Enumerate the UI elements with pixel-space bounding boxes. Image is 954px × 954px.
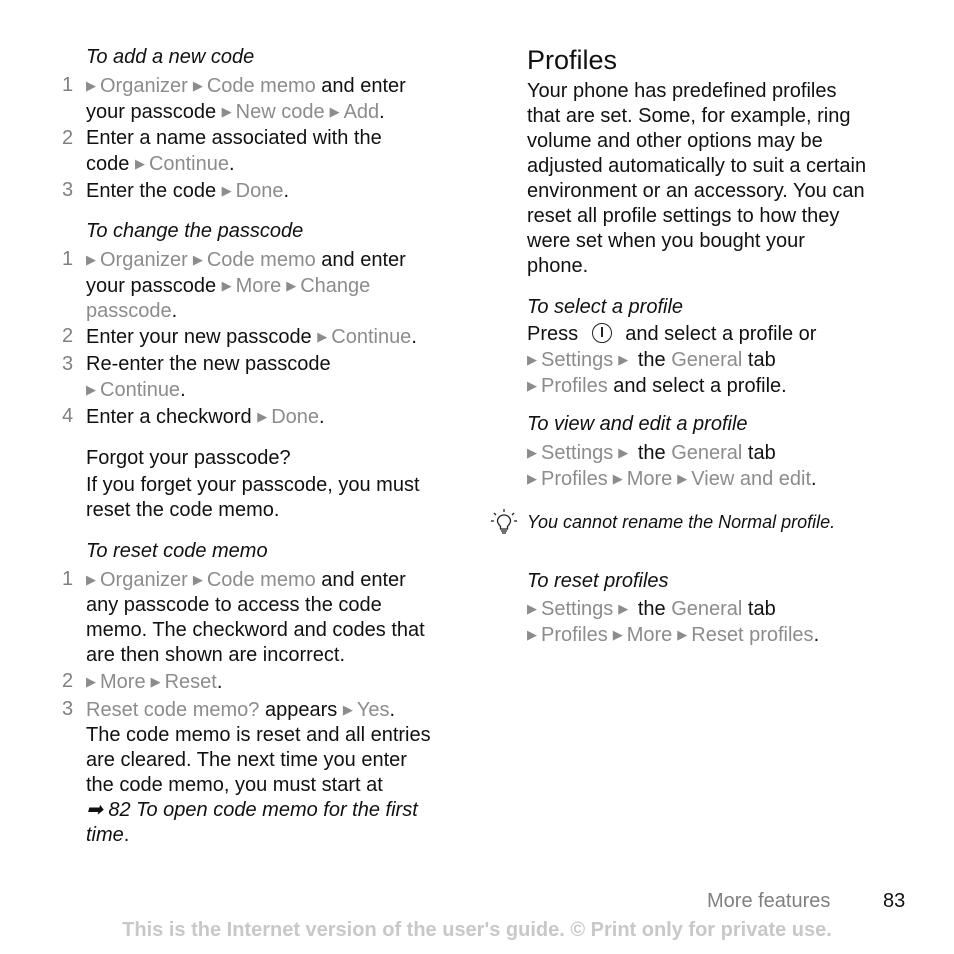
lightbulb-icon [490,508,518,536]
heading-select-profile: To select a profile [527,296,684,318]
arrow-icon: ▶ [257,409,268,424]
arrow-icon: ▶ [86,572,96,587]
view-profile-text: ▶ Settings ▶ the General tab ▶ Profiles ▶ More ▶ View and edit. [527,442,817,490]
footer-disclaimer: This is the Internet version of the user's guide. © Print only for private use. [122,919,832,941]
arrow-icon: ▶ [150,674,161,689]
arrow-icon: ▶ [134,156,145,171]
select-profile-text: Press and select a profile or ▶ Settings ▶ the General tab ▶ Profiles and select a profile. [527,323,817,397]
page-reference[interactable]: ➡ 82 To open code memo for the first time [86,799,418,846]
reset-profiles-text: ▶ Settings ▶ the General tab ▶ Profiles ▶ More ▶ Reset profiles. [527,598,820,646]
arrow-icon: ▶ [86,674,96,689]
arrow-icon: ▶ [527,352,537,367]
arrow-icon: ▶ [527,627,537,642]
arrow-icon: ▶ [192,572,203,587]
arrow-icon: ▶ [342,702,353,717]
arrow-icon: ▶ [618,352,629,367]
arrow-icon: ▶ [317,329,328,344]
arrow-icon: ▶ [618,445,629,460]
arrow-icon: ▶ [221,183,232,198]
arrow-icon: ▶ [221,278,232,293]
arrow-icon: ▶ [527,378,537,393]
footer-section-title: More features [707,890,831,912]
arrow-icon: ▶ [677,471,688,486]
intro-paragraph: Your phone has predefined profiles that are set. Some, for example, ring volume and other options may be adjusted automatically to suit a certain environment or an accessory. You can reset all profile settings to how they were set when you bought your phone. [527,80,867,277]
arrow-icon: ▶ [192,252,203,267]
arrow-icon: ▶ [527,445,537,460]
forgot-text: If you forget your passcode, you must reset the code memo. [86,474,420,521]
arrow-icon: ▶ [677,627,688,642]
step-number: 1 [62,74,74,96]
arrow-icon: ▶ [86,78,96,93]
arrow-icon: ▶ [192,78,203,93]
heading-reset-profiles: To reset profiles [527,570,669,592]
arrow-icon: ▶ [329,104,340,119]
arrow-icon: ▶ [86,382,96,397]
power-key-icon [592,323,612,343]
arrow-icon: ▶ [86,252,96,267]
arrow-icon: ▶ [286,278,297,293]
heading-reset-code-memo: To reset code memo [86,540,268,562]
arrow-icon: ▶ [618,601,629,616]
heading-change-passcode: To change the passcode [86,220,304,242]
page-title: Profiles [527,45,618,75]
arrow-icon: ▶ [612,627,623,642]
arrow-icon: ▶ [221,104,232,119]
arrow-right-icon: ➡ [86,799,103,821]
arrow-icon: ▶ [612,471,623,486]
heading-forgot-passcode: Forgot your passcode? [86,447,291,469]
arrow-icon: ▶ [527,601,537,616]
arrow-icon: ▶ [527,471,537,486]
page-number: 83 [883,890,906,912]
tip-note: You cannot rename the Normal profile. [527,510,927,535]
heading-view-edit-profile: To view and edit a profile [527,413,748,435]
heading-add-code: To add a new code [86,46,255,68]
